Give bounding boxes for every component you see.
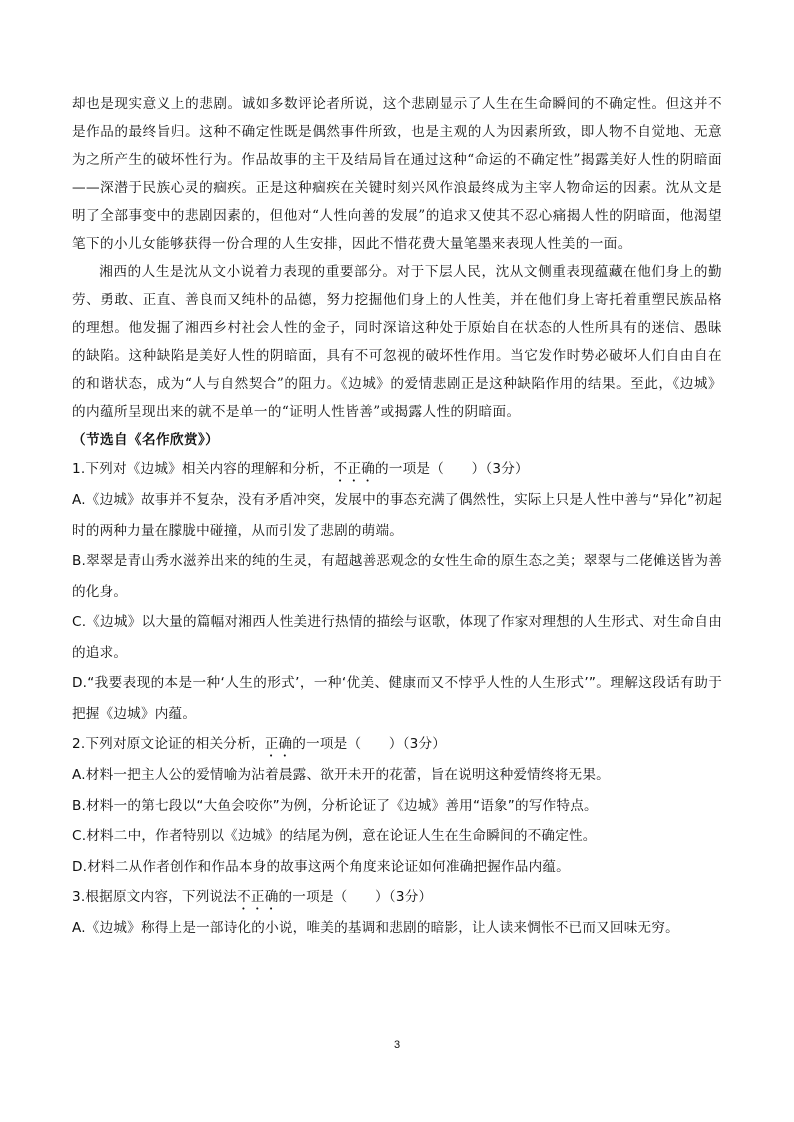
question-2-option-a: A.材料一把主人公的爱情喻为沾着晨露、欲开未开的花蕾，旨在说明这种爱情终将无果。 <box>72 767 610 783</box>
article-paragraph-1: 却也是现实意义上的悲剧。诚如多数评论者所说，这个悲剧显示了人生在生命瞬间的不确定性。但这并不是作品的最终旨归。这种不确定性既是偶然事件所致，也是主观的人为因素所致，即人物不自觉地、无意为之所产生的破坏性行为。作品故事的主干及结局旨在通过这种“命运的不确定性”揭露美好人性的阴暗面——深潜于民族心灵的痼疾。正是这种痼疾在关键时刻兴风作浪最终成为主宰人物命运的因素。沈从文是明了全部事变中的悲剧因素的，但他对“人性向善的发展”的追求又使其不忍心痛揭人性的阴暗面，他渴望笔下的小儿女能够获得一份合理的人生安排，因此不惜花费大量笔墨来表现人性美的一面。 <box>72 96 722 252</box>
question-3-suffix: 的一项是（ ）（3分） <box>278 889 433 905</box>
question-2-option-b: B.材料一的第七段以“大鱼会咬你”为例，分析论证了《边城》善用“语象”的写作特点。 <box>72 797 598 814</box>
question-2-stem <box>72 729 722 760</box>
question-1-option-a: A.《边城》故事并不复杂，没有矛盾冲突，发展中的事态充满了偶然性，实际上只是人性中善与“异化”初起时的两种力量在朦胧中碰撞，从而引发了悲剧的萌端。 <box>72 492 722 539</box>
question-1-stem <box>72 454 722 485</box>
question-2-option-d: D.材料二从作者创作和作品本身的故事这两个角度来论证如何准确把握作品内蕴。 <box>72 858 570 875</box>
page-number: 3 <box>393 1039 401 1051</box>
question-1-option-d: D.“我要表现的本是一种‘人生的形式’，一种‘优美、健康而又不悖乎人性的人生形式’”。理解这段话有助于把握《边城》内蕴。 <box>72 675 722 722</box>
question-3-option-a: A.《边城》称得上是一部诗化的小说，唯美的基调和悲剧的暗影，让人读来惆怅不已而又回味无穷。 <box>72 920 679 936</box>
question-2-emphasis: 正确 <box>264 736 293 752</box>
article-source: （节选自《名作欣赏》） <box>72 432 220 448</box>
article-excerpt <box>72 90 722 454</box>
question-1-option-c: C.《边城》以大量的篇幅对湘西人性美进行热情的描绘与讴歌，体现了作家对理想的人生形式、对生命自由的追求。 <box>72 614 722 661</box>
question-2-suffix: 的一项是（ ）（3分） <box>292 736 447 752</box>
question-1-prefix: 1.下列对《边城》相关内容的理解和分析， <box>72 461 334 477</box>
question-3-emphasis: 不正确 <box>237 889 279 905</box>
question-3-stem <box>72 882 722 913</box>
question-1-suffix: 的一项是（ ）（3分） <box>375 461 529 477</box>
question-3-prefix: 3.根据原文内容，下列说法 <box>72 889 238 905</box>
question-2-option-c: C.材料二中，作者特别以《边城》的结尾为例，意在论证人生在生命瞬间的不确定性。 <box>72 828 597 844</box>
question-2-prefix: 2.下列对原文论证的相关分析， <box>72 736 265 752</box>
question-1-emphasis: 不正确 <box>333 461 376 477</box>
article-paragraph-2: 湘西的人生是沈从文小说着力表现的重要部分。对于下层人民，沈从文侧重表现蕴藏在他们身上的勤劳、勇敢、正直、善良而又纯朴的品德，努力挖掘他们身上的人性美，并在他们身上寄托着重塑民族品格的理想。他发掘了湘西乡村社会人性的金子，同时深谙这种处于原始自在状态的人性所具有的迷信、愚昧的缺陷。这种缺陷是美好人性的阴暗面，具有不可忽视的破坏性作用。当它发作时势必破坏人们自由自在的和谐状态，成为“人与自然契合”的阻力。《边城》的爱情悲剧正是这种缺陷作用的结果。至此，《边城》的内蕴所呈现出来的就不是单一的“证明人性皆善”或揭露人性的阴暗面。 <box>72 264 722 420</box>
question-1-option-b: B.翠翠是青山秀水滋养出来的纯的生灵，有超越善恶观念的女性生命的原生态之美；翠翠与二佬傩送皆为善的化身。 <box>72 553 722 600</box>
question-list <box>72 454 722 944</box>
